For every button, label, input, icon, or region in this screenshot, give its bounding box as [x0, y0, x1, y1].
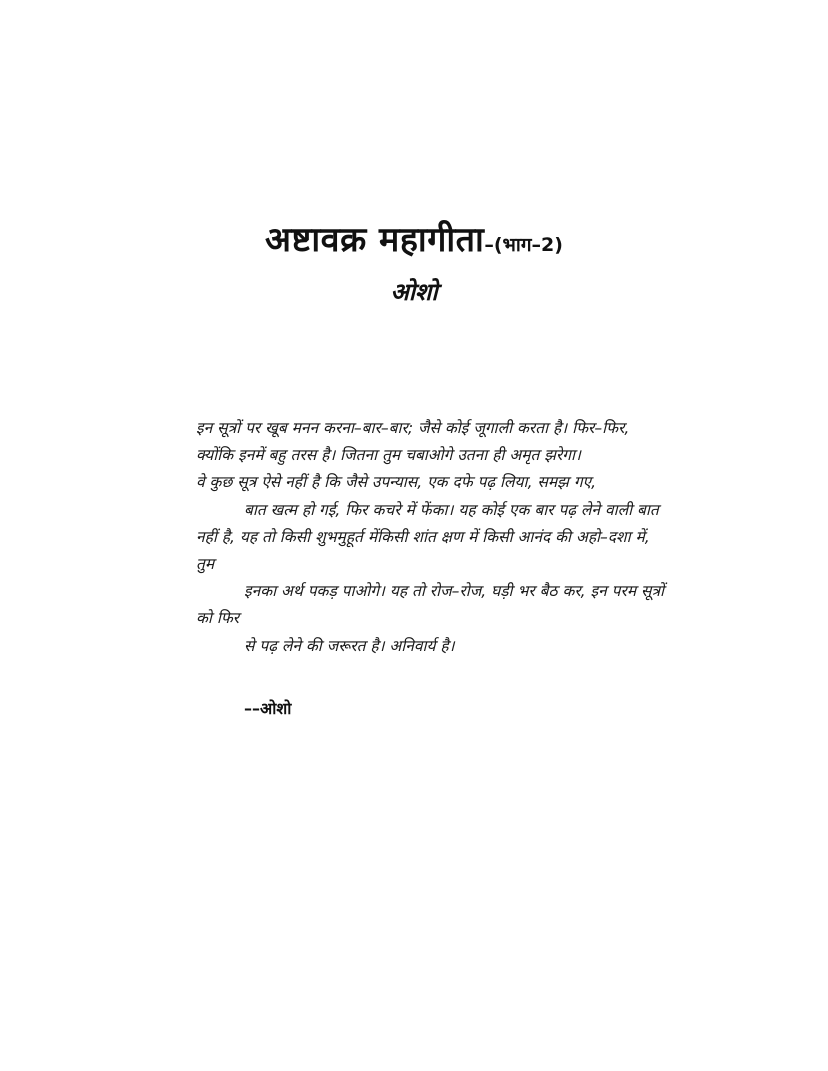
- book-title: अष्टावक्र महागीता: [265, 220, 485, 260]
- paragraph-line: बात खत्म हो गई, फिर कचरे में फेंका। यह कोई एक बार पढ़ लेने वाली बात: [244, 500, 659, 519]
- paragraph-line: तुम: [196, 554, 215, 573]
- page-title: [0, 218, 828, 267]
- paragraph-line: इन सूत्रों पर खूब मनन करना–बार–बार; जैसे कोई जूगाली करता है। फिर–फिर,: [196, 419, 630, 437]
- paragraph-line: को फिर: [196, 609, 240, 628]
- author-name: ओशो: [390, 278, 438, 306]
- paragraph-line: वे कुछ सूत्र ऐसे नहीं है कि जैसे उपन्यास, एक दफे पढ़ लिया, समझ गए,: [196, 473, 597, 492]
- paragraph-line: नहीं है, यह तो किसी शुभमुहूर्त मेंकिसी शांत क्षण में किसी आनंद की अहो–दशा में,: [196, 527, 650, 546]
- title-block: [0, 218, 828, 307]
- volume-label: –(भाग–2): [484, 234, 563, 256]
- paragraph-line: से पढ़ लेने की जरूरत है। अनिवार्य है।: [244, 636, 455, 655]
- signature: ––ओशो: [244, 699, 292, 718]
- quote-paragraph: [196, 415, 816, 660]
- paragraph-line: क्योंकि इनमें बहु तरस है। जितना तुम चबाओगे उतना ही अमृत झरेगा।: [196, 446, 581, 465]
- paragraph-line: इनका अर्थ पकड़ पाओगे। यह तो रोज–रोज, घड़ी भर बैठ कर, इन परम सूत्रों: [244, 582, 665, 601]
